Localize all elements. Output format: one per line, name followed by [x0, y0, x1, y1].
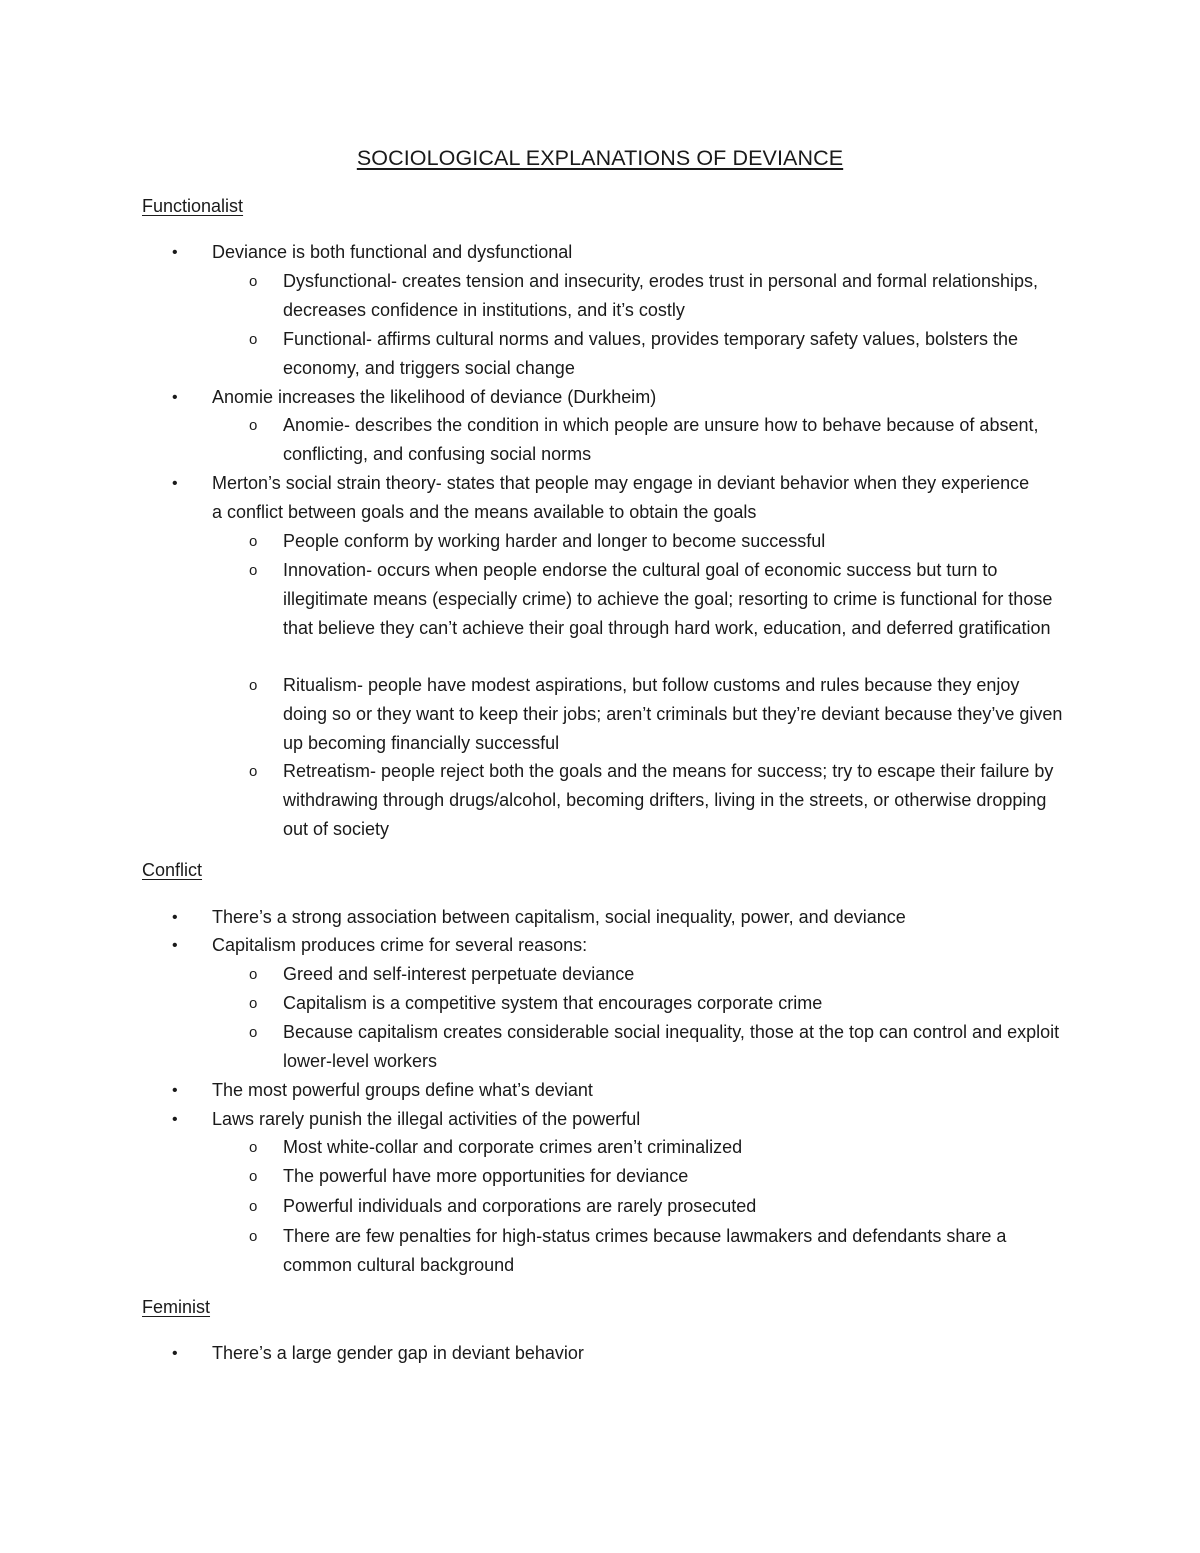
list-item-text: Capitalism produces crime for several reasons:: [212, 935, 588, 955]
list-item-text: Greed and self-interest perpetuate deviance: [283, 964, 635, 984]
sub-bullet-marker: o: [249, 417, 258, 434]
list-item: [172, 931, 1042, 960]
sub-list-item: [249, 1162, 1063, 1191]
sub-list-item: [249, 757, 1063, 844]
bullet-marker: •: [172, 1111, 178, 1128]
bullet-marker: •: [172, 937, 178, 954]
sub-bullet-marker: o: [249, 331, 258, 348]
list-item-text: Anomie increases the likelihood of deviance (Durkheim): [212, 387, 657, 407]
list-item-text: There’s a large gender gap in deviant behavior: [212, 1343, 584, 1363]
sub-list-item: [249, 527, 1063, 556]
list-item: [172, 383, 1042, 412]
sub-bullet-marker: o: [249, 1198, 258, 1215]
bullet-marker: •: [172, 475, 178, 492]
list-item-text: Dysfunctional- creates tension and insecurity, erodes trust in personal and formal relationships, decreases confidence in institutions, and it’s costly: [283, 271, 1039, 320]
list-item-text: Retreatism- people reject both the goals and the means for success; try to escape their failure by withdrawing through drugs/alcohol, becoming drifters, living in the streets, or otherwise dropping out of society: [283, 761, 1054, 839]
bullet-marker: •: [172, 1345, 178, 1362]
sub-bullet-marker: o: [249, 966, 258, 983]
sub-bullet-marker: o: [249, 1228, 258, 1245]
sub-list-item: [249, 1018, 1063, 1076]
bullet-marker: •: [172, 1082, 178, 1099]
sub-list-item: [249, 1192, 1063, 1221]
sub-list-item: [249, 960, 1063, 989]
sub-bullet-marker: o: [249, 677, 258, 694]
sub-list-item: [249, 989, 1063, 1018]
list-item: [172, 903, 1042, 932]
list-item: [172, 1339, 1042, 1368]
list-item-text: Deviance is both functional and dysfunctional: [212, 242, 573, 262]
sub-bullet-marker: o: [249, 763, 258, 780]
bullet-marker: •: [172, 244, 178, 261]
sub-bullet-marker: o: [249, 562, 258, 579]
section-heading-feminist: Feminist: [142, 1297, 211, 1317]
list-item-text: There’s a strong association between capitalism, social inequality, power, and deviance: [212, 907, 906, 927]
list-item-text: Innovation- occurs when people endorse the cultural goal of economic success but turn to illegitimate means (especially crime) to achieve the goal; resorting to crime is functional for those that believe they can’t achieve their goal through hard work, education, and deferred gratification: [283, 560, 1053, 638]
sub-list-item: [249, 671, 1063, 758]
bullet-marker: •: [172, 909, 178, 926]
sub-list-item: [249, 325, 1063, 383]
list-item-text: Most white-collar and corporate crimes aren’t criminalized: [283, 1137, 743, 1157]
sub-bullet-marker: o: [249, 273, 258, 290]
sub-list-item: [249, 411, 1063, 469]
list-item-text: There are few penalties for high-status crimes because lawmakers and defendants share a common cultural background: [283, 1226, 1007, 1275]
document-title: SOCIOLOGICAL EXPLANATIONS OF DEVIANCE: [356, 146, 844, 170]
sub-bullet-marker: o: [249, 1024, 258, 1041]
list-item-text: The most powerful groups define what’s deviant: [212, 1080, 593, 1100]
section-heading-conflict: Conflict: [142, 860, 203, 880]
list-item-text: Laws rarely punish the illegal activities of the powerful: [212, 1109, 641, 1129]
sub-bullet-marker: o: [249, 995, 258, 1012]
list-item: [172, 469, 1042, 527]
sub-bullet-marker: o: [249, 1139, 258, 1156]
list-item-text: People conform by working harder and longer to become successful: [283, 531, 826, 551]
list-item-text: The powerful have more opportunities for deviance: [283, 1166, 689, 1186]
sub-list-item: [249, 1222, 1063, 1280]
sub-bullet-marker: o: [249, 1168, 258, 1185]
sub-bullet-marker: o: [249, 533, 258, 550]
section-heading-functionalist: Functionalist: [142, 196, 244, 216]
sub-list-item: [249, 1133, 1063, 1162]
list-item-text: Powerful individuals and corporations are rarely prosecuted: [283, 1196, 757, 1216]
bullet-marker: •: [172, 389, 178, 406]
list-item-text: Capitalism is a competitive system that encourages corporate crime: [283, 993, 823, 1013]
list-item: [172, 1076, 1042, 1105]
list-item-text: Because capitalism creates considerable social inequality, those at the top can control and exploit lower-level workers: [283, 1022, 1060, 1071]
list-item: [172, 1105, 1042, 1134]
sub-list-item: [249, 267, 1063, 325]
list-item-text: Merton’s social strain theory- states that people may engage in deviant behavior when they experience a conflict between goals and the means available to obtain the goals: [212, 473, 1030, 522]
list-item-text: Ritualism- people have modest aspirations, but follow customs and rules because they enjoy doing so or they want to keep their jobs; aren’t criminals but they’re deviant because they’ve given up becoming financially successful: [283, 675, 1063, 753]
list-item-text: Functional- affirms cultural norms and values, provides temporary safety values, bolsters the economy, and triggers social change: [283, 329, 1018, 378]
list-item-text: Anomie- describes the condition in which people are unsure how to behave because of absent, conflicting, and confusing social norms: [283, 415, 1039, 464]
sub-list-item: [249, 556, 1063, 643]
list-item: [172, 238, 1042, 267]
